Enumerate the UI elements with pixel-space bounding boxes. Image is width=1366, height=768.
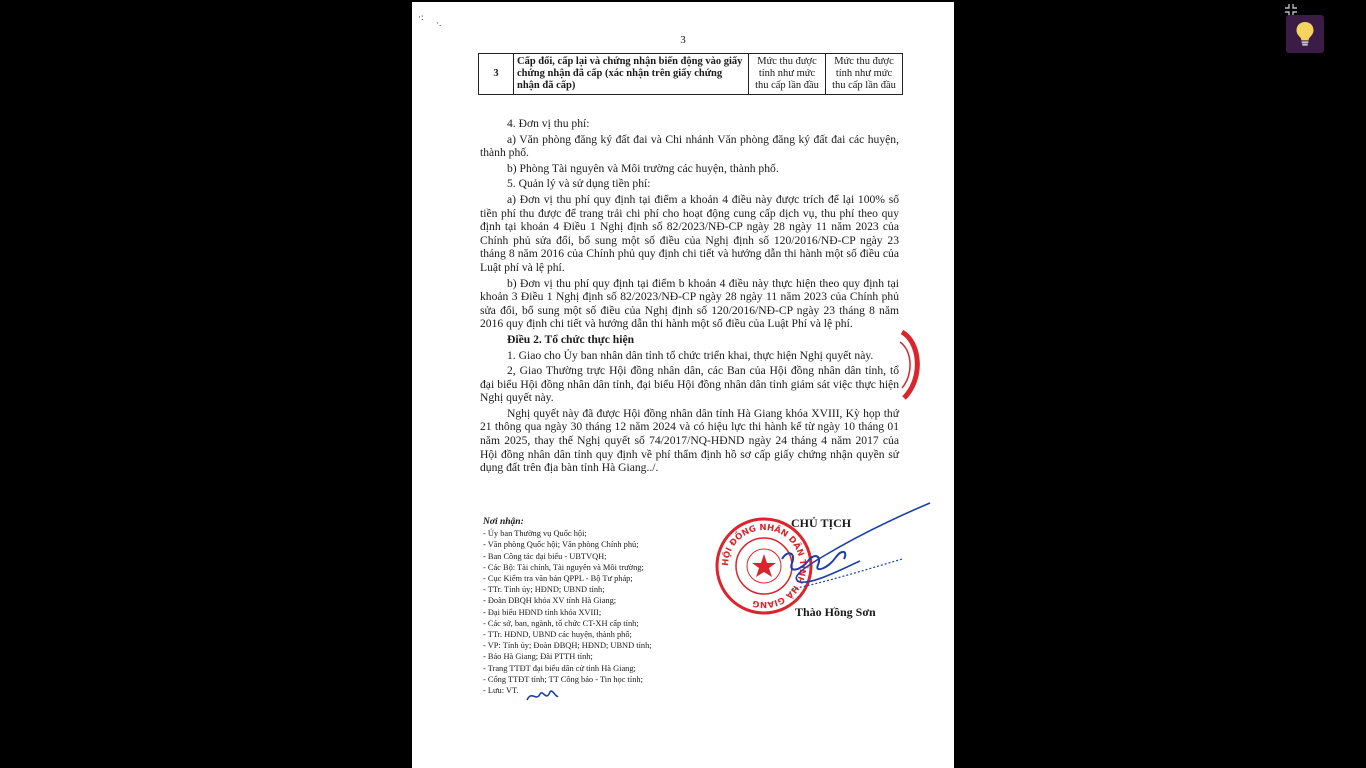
signer-name: Thào Hồng Sơn — [795, 605, 876, 619]
row-description: Cấp đổi, cấp lại và chứng nhận biến động vào giấy chứng nhận đã cấp (xác nhận trên giấy chứng nhận đã cấp) — [514, 54, 749, 95]
document-body — [480, 117, 899, 477]
recipients-list — [483, 517, 723, 696]
paragraph: b) Phòng Tài nguyên và Môi trường các huyện, thành phố. — [507, 161, 779, 175]
recipient-item: - VP: Tỉnh ủy; Đoàn ĐBQH; HĐND; UBND tỉnh; — [483, 641, 652, 651]
recipient-item: - TTr. Tỉnh ủy; HĐND; UBND tỉnh; — [483, 585, 605, 595]
recipient-item: - Ban Công tác đại biểu - UBTVQH; — [483, 551, 607, 561]
paragraph: b) Đơn vị thu phí quy định tại điểm b khoản 4 điều này thực hiện theo quy định tại khoản 3 Điều 1 Nghị định số 82/2023/NĐ-CP ngày 28 ngày 11 năm 2023 của Chính phủ sửa đổi, bổ sung một số điều của Nghị định số 120/2016/NĐ-CP ngày 23 tháng 8 năm 2016 quy định chi tiết và hướng dẫn thi hành một số điều của Luật Phí và lệ phí. — [480, 276, 899, 331]
paragraph: a) Văn phòng đăng ký đất đai và Chi nhánh Văn phòng đăng ký đất đai các huyện, thành phố. — [480, 132, 899, 160]
paragraph: 2, Giao Thường trực Hội đồng nhân dân, các Ban của Hội đồng nhân dân tỉnh, tổ đại biểu Hội đồng nhân dân tỉnh, đại biểu Hội đồng nhân dân tỉnh giám sát việc thực hiện Nghị quyết này. — [480, 364, 899, 405]
signer-title: CHỦ TỊCH — [791, 516, 852, 530]
recipient-item: - Ủy ban Thường vụ Quốc hội; — [483, 529, 587, 539]
lightbulb-icon — [1295, 21, 1315, 47]
recipient-item: - Cục Kiểm tra văn bản QPPL - Bộ Tư pháp; — [483, 574, 633, 584]
row-number: 3 — [479, 54, 514, 95]
article-heading: Điều 2. Tổ chức thực hiện — [507, 332, 635, 346]
fee-table — [478, 53, 903, 95]
paragraph: Nghị quyết này đã được Hội đồng nhân dân tỉnh Hà Giang khóa XVIII, Kỳ họp thứ 21 thông qua ngày 30 tháng 12 năm 2024 và có hiệu lực thi hành kể từ ngày 10 tháng 01 năm 2025, thay thế Nghị quyết số 74/2017/NQ-HĐND ngày 24 tháng 4 năm 2017 của Hội đồng nhân dân tỉnh quy định về phí thẩm định hồ sơ cấp giấy chứng nhận quyền sử dụng đất trên địa bàn tỉnh Hà Giang../. — [480, 406, 899, 475]
scan-speck: ·: — [418, 12, 424, 22]
row-fee-level-1: Mức thu được tính như mức thu cấp lần đầu — [749, 54, 826, 95]
page-number: 3 — [680, 34, 686, 46]
paragraph: 4. Đơn vị thu phí: — [507, 117, 590, 130]
paragraph: a) Đơn vị thu phí quy định tại điểm a khoản 4 điều này được trích để lại 100% số tiền phí thu được để trang trải chi phí cho hoạt động cung cấp dịch vụ, thu phí theo quy định tại khoản 4 Điều 1 Nghị định số 82/2023/NĐ-CP ngày 28 ngày 11 năm 2023 của Chính phủ sửa đổi, bổ sung một số điều của Nghị định số 120/2016/NĐ-CP ngày 23 tháng 8 năm 2016 của Chính phủ quy định chi tiết và hướng dẫn thi hành một số điều của Luật phí và lệ phí. — [480, 192, 899, 274]
recipients-title: Nơi nhận: — [483, 517, 524, 527]
row-fee-level-2: Mức thu được tính như mức thu cấp lần đầu — [826, 54, 903, 95]
table-row — [479, 54, 903, 95]
paragraph: 1. Giao cho Ủy ban nhân dân tỉnh tổ chức triển khai, thực hiện Nghị quyết này. — [507, 348, 874, 362]
recipient-item: - Cổng TTĐT tỉnh; TT Công báo - Tin học tỉnh; — [483, 674, 643, 684]
recipient-item: - TTr. HĐND, UBND các huyện, thành phố; — [483, 630, 632, 640]
recipient-item: - Báo Hà Giang; Đài PTTH tỉnh; — [483, 652, 593, 662]
recipient-item: - Văn phòng Quốc hội; Văn phòng Chính phủ; — [483, 540, 639, 550]
recipient-item: - Đoàn ĐBQH khóa XV tỉnh Hà Giang; — [483, 596, 617, 606]
recipient-item: - Đại biểu HĐND tỉnh khóa XVIII; — [483, 607, 602, 617]
seal-text: HỘI ĐỒNG NHÂN DÂN TỈNH HÀ GIANG — [720, 522, 808, 610]
recipient-item: - Các Bộ: Tài chính, Tài nguyên và Môi trường; — [483, 562, 644, 572]
side-seal-stamp-icon — [898, 328, 926, 402]
document-page — [412, 2, 954, 768]
lightbulb-button[interactable] — [1286, 15, 1324, 53]
recipient-item: - Lưu: VT. — [483, 686, 519, 696]
recipient-item: - Các sở, ban, ngành, tổ chức CT-XH cấp tỉnh; — [483, 618, 639, 628]
paragraph: 5. Quản lý và sử dụng tiền phí: — [507, 177, 651, 191]
scan-speck: ·. — [436, 18, 442, 28]
initials-mark-icon — [524, 686, 560, 706]
recipient-item: - Trang TTĐT đại biểu dân cử tỉnh Hà Giang; — [483, 663, 636, 673]
